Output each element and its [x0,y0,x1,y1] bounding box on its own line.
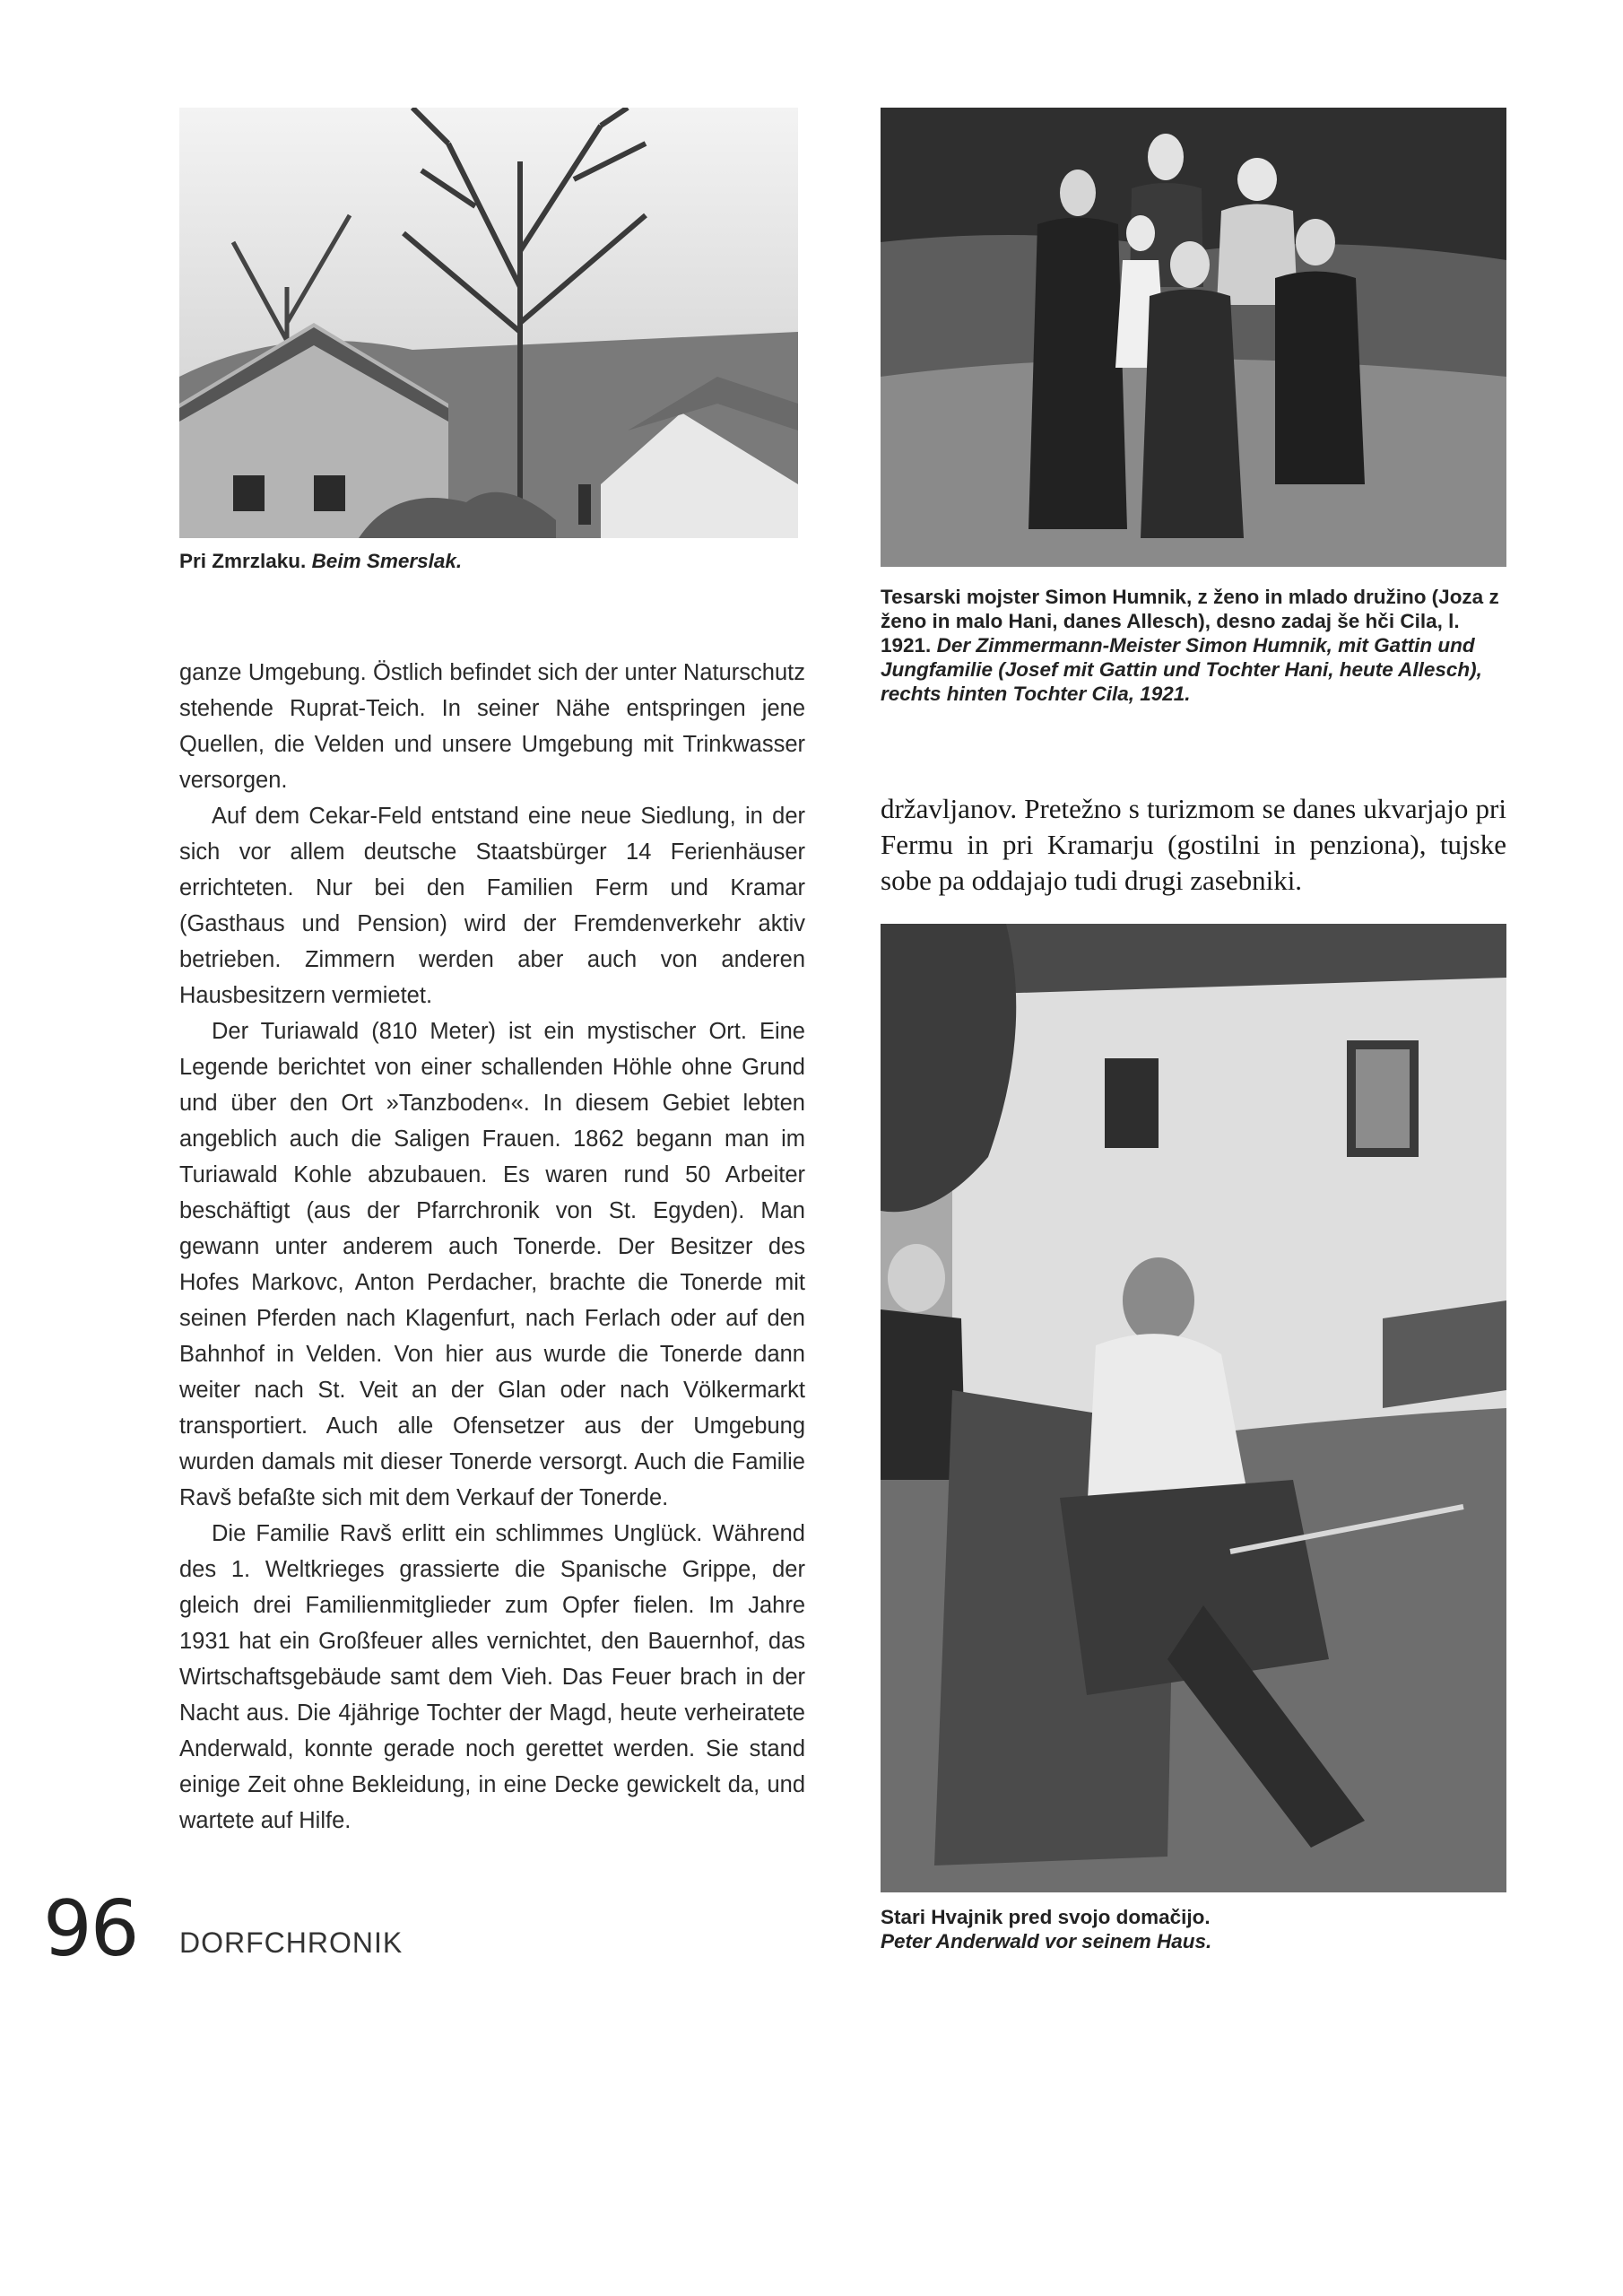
caption-slovene: Stari Hvajnik pred svojo domačijo. [881,1906,1211,1928]
family-portrait-caption [881,585,1506,706]
german-paragraph: Auf dem Cekar-Feld entstand eine neue Siedlung, in der sich vor allem deutsche Staatsbürger 14 Ferienhäuser errichteten. Nur bei den Familien Ferm und Kramar (Gasthaus und Pension) wird der Fremdenverkehr aktiv betrieben. Zimmern werden aber auch von anderen Hausbesitzern vermietet. [179,804,805,1008]
german-paragraph: Der Turiawald (810 Meter) ist ein mystischer Ort. Eine Legende berichtet von einer schallenden Höhle ohne Grund und über den Ort »Tanzboden«. In diesem Gebiet lebten angeblich auch die Saligen Frauen. 1862 begann man im Turiawald Kohle abzubauen. Es waren rund 50 Arbeiter beschäftigt (aus der Pfarrchronik von St. Egyden). Man gewann unter anderem auch Tonerde. Der Besitzer des Hofes Markovc, Anton Perdacher, brachte die Tonerde mit seinen Pferden nach Klagenfurt, nach Ferlach oder auf den Bahnhof in Velden. Von hier aus wurde die Tonerde dann weiter nach St. Veit an der Glan oder nach Völkermarkt transportiert. Auch alle Ofensetzer aus der Umgebung wurden damals mit dieser Tonerde versorgt. Auch die Familie Ravš befaßte sich mit dem Verkauf der Tonerde. [179,1019,805,1510]
german-paragraph: Die Familie Ravš erlitt ein schlimmes Unglück. Während des 1. Weltkrieges grassierte die Spanische Grippe, der gleich drei Familienmitglieder zum Opfer fielen. Im Jahre 1931 hat ein Großfeuer alles vernichtet, den Bauernhof, das Wirtschaftsgebäude samt dem Vieh. Das Feuer brach in der Nacht aus. Die 4jährige Tochter der Magd, heute verheiratete Anderwald, konnte gerade noch gerettet werden. Sie stand einige Zeit ohne Bekleidung, in eine Decke gewickelt da, und wartete auf Hilfe. [179,1521,805,1833]
german-text-column [179,655,805,1839]
farmhouse-caption [179,549,798,573]
man-in-front-of-house-photo [881,924,1506,1892]
man-in-front-of-house-caption [881,1905,1506,1953]
caption-slovene: Pri Zmrzlaku. [179,550,307,572]
caption-german: Peter Anderwald vor seinem Haus. [881,1930,1212,1952]
caption-german: Der Zimmermann-Meister Simon Humnik, mit Gattin und Jungfamilie (Josef mit Gattin und Tochter Hani, heute Allesch), rechts hinten Tochter Cila, 1921. [881,634,1482,705]
german-paragraph: ganze Umgebung. Östlich befindet sich der unter Naturschutz stehende Ruprat-Teich. In seiner Nähe entspringen jene Quellen, die Velden und unsere Umgebung mit Trinkwasser versorgen. [179,660,805,793]
family-portrait-photo [881,108,1506,567]
caption-german: Beim Smerslak. [311,550,463,572]
running-title: DORFCHRONIK [179,1926,404,1959]
slovene-text: državljanov. Pretežno s turizmom se danes ukvarjajo pri Fermu in pri Kramarju (gostilni in penziona), tujske sobe pa oddajajo tudi drugi zasebniki. [881,793,1506,896]
farmhouse-photo [179,108,798,538]
page-number: 96 [43,1884,138,1974]
caption-slovene: Tesarski mojster Simon Humnik, z ženo in mlado družino (Joza z ženo in malo Hani, danes Allesch), desno zadaj še hči Cila, l. 1921. [881,586,1499,657]
